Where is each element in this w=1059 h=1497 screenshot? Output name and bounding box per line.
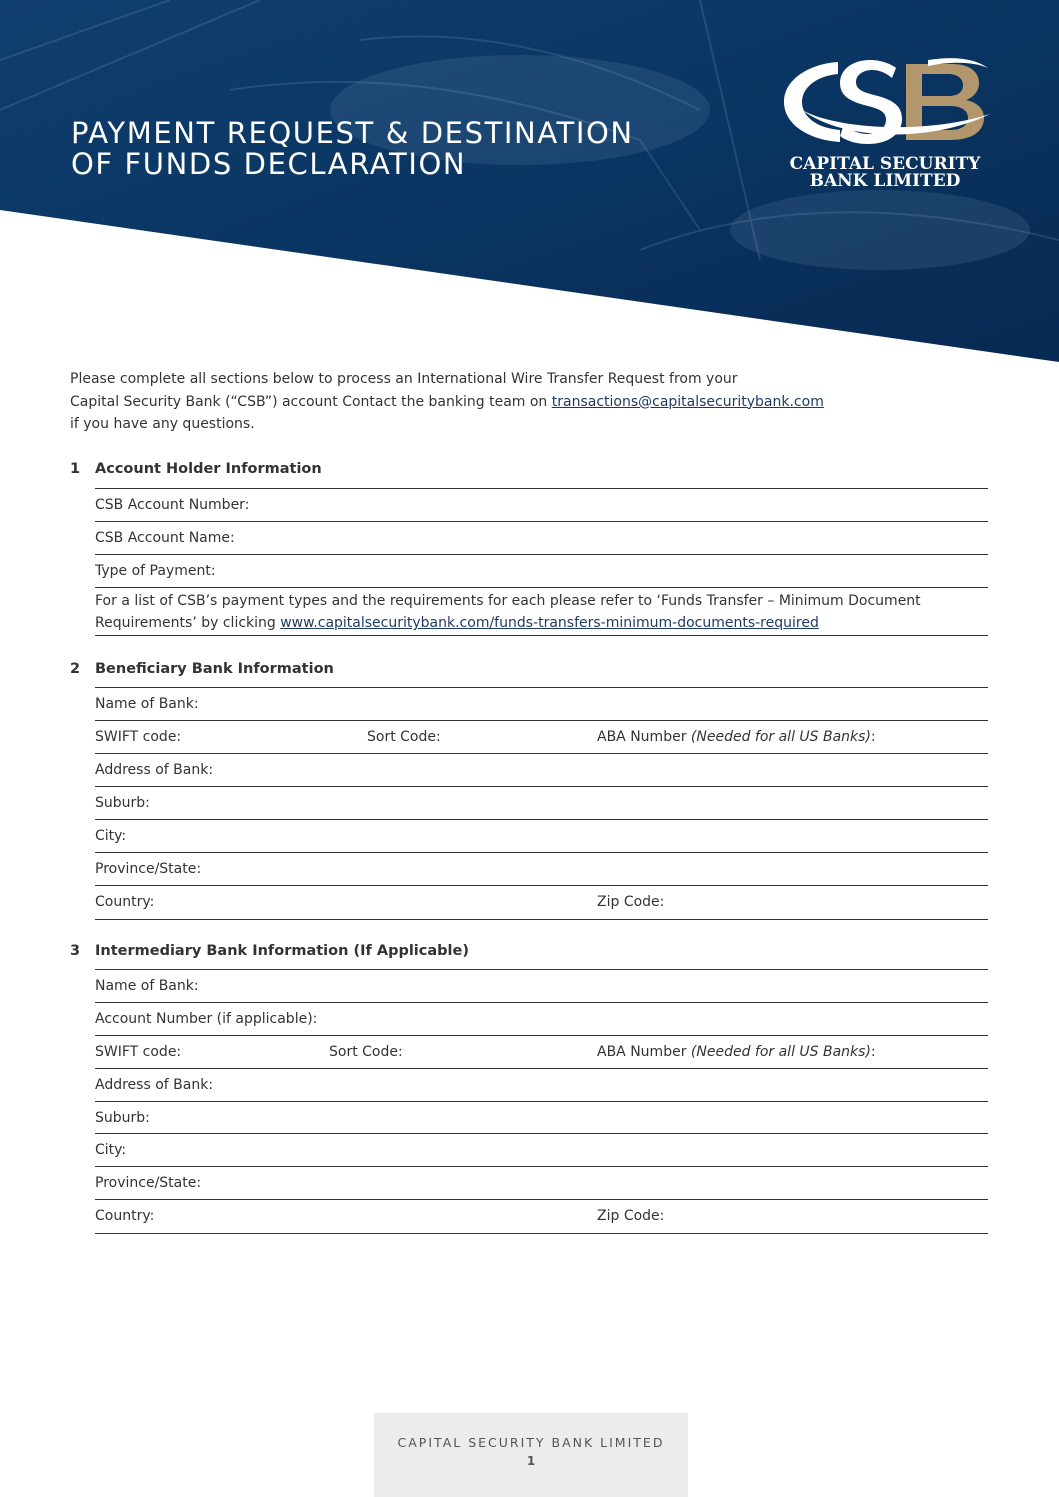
aba-number-colon: : (870, 1044, 876, 1060)
field-row-account-name[interactable] (95, 521, 988, 555)
aba-number-text: ABA Number (597, 1044, 691, 1060)
field-row-beneficiary-province[interactable] (95, 852, 988, 886)
document-title (71, 118, 634, 180)
title-line-1: PAYMENT REQUEST & DESTINATION (71, 116, 634, 150)
logo-text-line-2: BANK LIMITED (809, 171, 961, 191)
label-type-of-payment: Type of Payment: (95, 563, 216, 579)
section-3-heading (70, 943, 469, 959)
label-account-number: Account Number (if applicable): (95, 1011, 318, 1027)
field-row-beneficiary-address[interactable] (95, 753, 988, 787)
field-row-beneficiary-suburb[interactable] (95, 786, 988, 820)
label-aba-number (597, 1044, 876, 1060)
field-row-intermediary-codes[interactable] (95, 1035, 988, 1069)
label-address-of-bank: Address of Bank: (95, 762, 214, 778)
aba-number-note: (Needed for all US Banks) (690, 1044, 871, 1060)
section-1-heading (70, 461, 322, 477)
label-name-of-bank: Name of Bank: (95, 696, 199, 712)
notice-line-2 (95, 612, 988, 634)
contact-email-link[interactable]: transactions@capitalsecuritybank.com (551, 393, 824, 410)
title-line-2: OF FUNDS DECLARATION (71, 147, 467, 181)
label-csb-account-number: CSB Account Number: (95, 497, 250, 513)
label-city: City: (95, 828, 127, 844)
field-row-intermediary-address[interactable] (95, 1068, 988, 1102)
intro-line-3: if you have any questions. (70, 416, 255, 432)
section-2-title: Beneficiary Bank Information (95, 661, 334, 677)
field-row-intermediary-province[interactable] (95, 1166, 988, 1200)
field-row-type-of-payment[interactable] (95, 554, 988, 588)
label-suburb: Suburb: (95, 1110, 150, 1126)
intro-line-2 (70, 391, 830, 414)
label-suburb: Suburb: (95, 795, 150, 811)
field-row-beneficiary-country[interactable] (95, 885, 988, 920)
label-zip-code: Zip Code: (597, 1208, 665, 1224)
notice-line-2-text: Requirements’ by clicking (95, 615, 281, 631)
label-address-of-bank: Address of Bank: (95, 1077, 214, 1093)
field-row-beneficiary-city[interactable] (95, 819, 988, 853)
page-footer (374, 1413, 688, 1497)
logo-text-line-1: CAPITAL SECURITY (789, 154, 981, 174)
field-row-beneficiary-codes[interactable] (95, 720, 988, 754)
label-swift-code: SWIFT code: (95, 729, 182, 745)
field-row-account-number[interactable] (95, 488, 988, 522)
csb-monogram-graphic (778, 52, 992, 152)
intro-line-1: Please complete all sections below to process an International Wire Transfer Request from your (70, 371, 738, 387)
footer-company-name: CAPITAL SECURITY BANK LIMITED (397, 1435, 665, 1450)
field-row-beneficiary-name-of-bank[interactable] (95, 687, 988, 721)
field-row-intermediary-account-number[interactable] (95, 1002, 988, 1036)
aba-number-colon: : (870, 729, 876, 745)
section-3-title: Intermediary Bank Information (If Applicable) (95, 943, 469, 959)
label-sort-code: Sort Code: (329, 1044, 403, 1060)
field-row-intermediary-name-of-bank[interactable] (95, 969, 988, 1003)
label-swift-code: SWIFT code: (95, 1044, 182, 1060)
aba-number-text: ABA Number (597, 729, 691, 745)
label-aba-number (597, 729, 876, 745)
section-1-title: Account Holder Information (95, 461, 322, 477)
csb-logo (778, 52, 992, 192)
label-csb-account-name: CSB Account Name: (95, 530, 235, 546)
field-row-intermediary-suburb[interactable] (95, 1101, 988, 1135)
label-province-state: Province/State: (95, 1175, 202, 1191)
label-sort-code: Sort Code: (367, 729, 441, 745)
minimum-documents-link[interactable]: www.capitalsecuritybank.com/funds-transfers-minimum-documents-required (280, 615, 819, 631)
notice-line-1: For a list of CSB’s payment types and the requirements for each please refer to ‘Funds Transfer – Minimum Document (95, 593, 921, 609)
label-zip-code: Zip Code: (597, 894, 665, 910)
label-country: Country: (95, 894, 155, 910)
section-2-heading (70, 661, 334, 677)
intro-line-2-text: Capital Security Bank (“CSB”) account Contact the banking team on (70, 393, 552, 410)
label-country: Country: (95, 1208, 155, 1224)
aba-number-note: (Needed for all US Banks) (690, 729, 871, 745)
label-name-of-bank: Name of Bank: (95, 978, 199, 994)
section-2-number: 2 (70, 661, 81, 677)
page-number: 1 (526, 1454, 536, 1468)
field-row-intermediary-country[interactable] (95, 1199, 988, 1234)
intro-paragraph (70, 368, 830, 436)
section-1-number: 1 (70, 461, 81, 477)
label-city: City: (95, 1142, 127, 1158)
payment-types-notice (95, 587, 988, 636)
field-row-intermediary-city[interactable] (95, 1133, 988, 1167)
section-3-number: 3 (70, 943, 81, 959)
label-province-state: Province/State: (95, 861, 202, 877)
